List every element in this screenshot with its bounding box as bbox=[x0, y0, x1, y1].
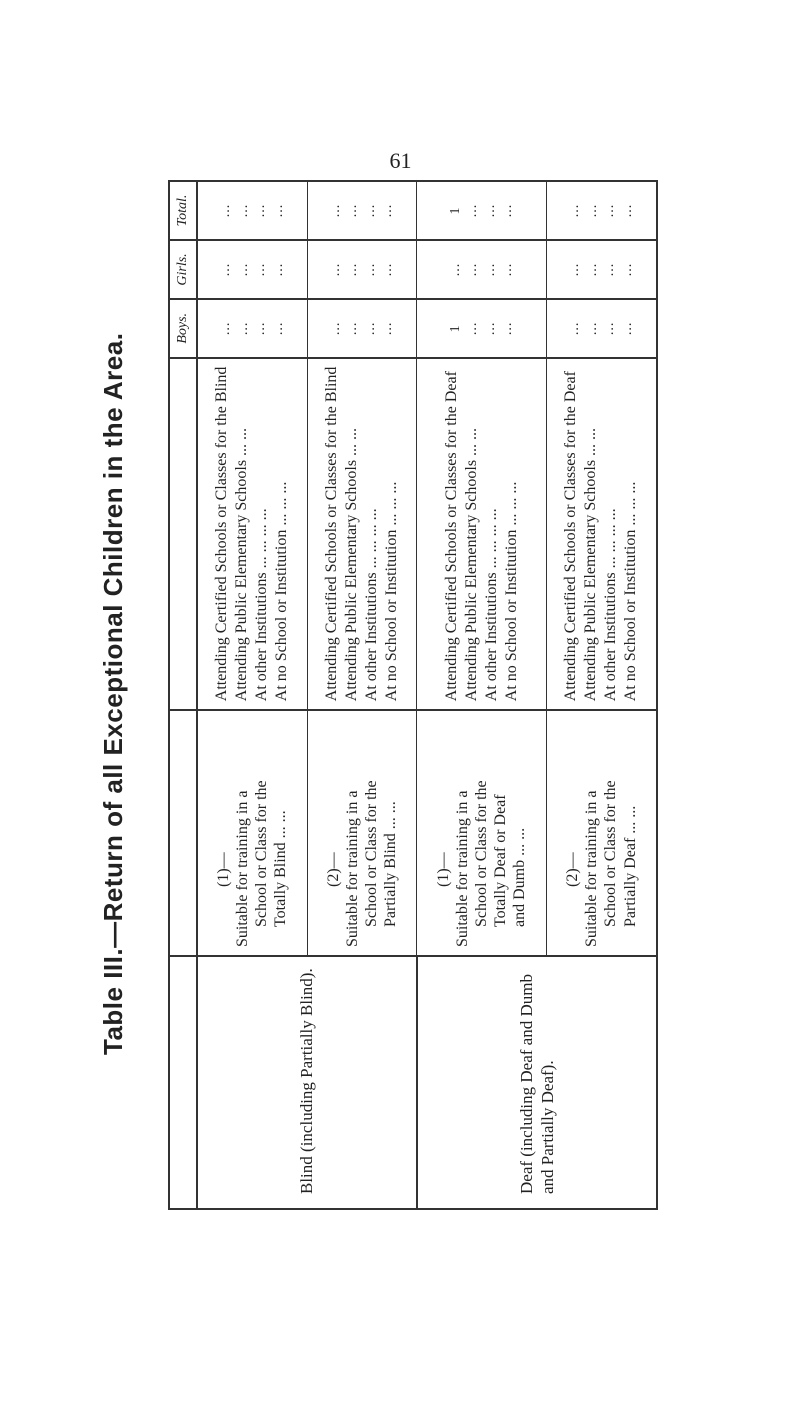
suitable-line: Suitable for training in a bbox=[233, 790, 251, 947]
suitable-line: Totally Deaf or Deaf bbox=[492, 794, 510, 927]
girls-value: ... bbox=[345, 262, 361, 277]
girls-value: ... bbox=[270, 262, 286, 277]
attendance-label: At no School or Institution ... ... ... bbox=[273, 481, 290, 702]
girls-value: ... bbox=[500, 262, 516, 277]
boys-column-cell bbox=[197, 299, 308, 358]
girls-value: ... bbox=[584, 262, 600, 277]
suitable-description bbox=[307, 710, 417, 956]
boys-column-cell bbox=[546, 299, 657, 358]
attendance-label: Attending Certified Schools or Classes for the Blind bbox=[213, 366, 230, 702]
total-value: ... bbox=[362, 203, 378, 218]
total-value: ... bbox=[235, 203, 251, 218]
suitable-line: Suitable for training in a bbox=[343, 790, 361, 947]
boys-value: ... bbox=[619, 321, 635, 336]
girls-value: ... bbox=[327, 262, 343, 277]
boys-value: ... bbox=[345, 321, 361, 336]
girls-value: ... bbox=[619, 262, 635, 277]
boys-value: ... bbox=[270, 321, 286, 336]
table-title: Table III.—Return of all Exceptional Children in the Area. bbox=[98, 332, 128, 1055]
table-row bbox=[417, 181, 547, 1209]
boys-column-cell bbox=[417, 299, 547, 358]
girls-value: ... bbox=[362, 262, 378, 277]
total-value: ... bbox=[345, 203, 361, 218]
girls-value: ... bbox=[235, 262, 251, 277]
boys-value: ... bbox=[602, 321, 618, 336]
boys-value: ... bbox=[584, 321, 600, 336]
attendance-label: Attending Public Elementary Schools ... ... bbox=[342, 427, 360, 702]
boys-value: ... bbox=[500, 321, 516, 336]
attendance-label: At other Institutions ... ... ... ... bbox=[482, 508, 500, 702]
boys-value: ... bbox=[362, 321, 378, 336]
suitable-line: and Dumb ... ... bbox=[511, 827, 529, 927]
header-blank-suitable bbox=[169, 710, 197, 956]
attendance-label: Attending Public Elementary Schools ... ... bbox=[582, 427, 600, 702]
girls-value: ... bbox=[218, 262, 233, 277]
suitable-line: Partially Blind ... ... bbox=[382, 801, 400, 927]
attendance-label: At no School or Institution ... ... ... bbox=[622, 481, 640, 702]
girls-value: ... bbox=[567, 262, 583, 277]
total-value: ... bbox=[602, 203, 618, 218]
boys-value: ... bbox=[380, 321, 396, 336]
boys-value: ... bbox=[465, 321, 481, 336]
total-column-cell bbox=[546, 181, 657, 240]
attendance-list bbox=[307, 358, 417, 711]
suitable-description bbox=[417, 710, 547, 956]
table-body bbox=[197, 181, 658, 1209]
total-value: ... bbox=[500, 203, 516, 218]
suitable-line: Totally Blind ... ... bbox=[272, 810, 290, 927]
group-heading: (2)— bbox=[324, 852, 342, 887]
table-container bbox=[168, 180, 658, 1210]
total-value: ... bbox=[218, 203, 233, 218]
suitable-line: Suitable for training in a bbox=[453, 790, 471, 947]
girls-value: ... bbox=[380, 262, 396, 277]
total-value: ... bbox=[482, 203, 498, 218]
header-boys: Boys. bbox=[169, 299, 197, 358]
boys-value: ... bbox=[218, 321, 233, 336]
suitable-line: School or Class for the bbox=[253, 780, 270, 927]
attendance-label: At other Institutions ... ... ... ... bbox=[362, 508, 380, 702]
total-value: ... bbox=[270, 203, 286, 218]
total-value: ... bbox=[380, 203, 396, 218]
attendance-label: Attending Public Elementary Schools ... ... bbox=[462, 427, 480, 702]
girls-column-cell bbox=[417, 240, 547, 299]
girls-column-cell bbox=[197, 240, 308, 299]
header-total: Total. bbox=[169, 181, 197, 240]
boys-column-cell bbox=[307, 299, 417, 358]
girls-column-cell bbox=[546, 240, 657, 299]
girls-value: ... bbox=[482, 262, 498, 277]
girls-column-cell bbox=[307, 240, 417, 299]
total-column-cell bbox=[307, 181, 417, 240]
total-value: 1 bbox=[447, 206, 463, 215]
suitable-description bbox=[546, 710, 657, 956]
attendance-label: At no School or Institution ... ... ... bbox=[382, 481, 400, 702]
attendance-label: At other Institutions ... ... ... ... bbox=[253, 508, 270, 702]
suitable-line: Suitable for training in a bbox=[583, 790, 601, 947]
attendance-list bbox=[197, 358, 308, 711]
header-girls: Girls. bbox=[169, 240, 197, 299]
total-value: ... bbox=[567, 203, 583, 218]
suitable-line: Partially Deaf ... ... bbox=[621, 805, 639, 927]
girls-value: ... bbox=[447, 262, 463, 277]
attendance-label: Attending Public Elementary Schools ... ... bbox=[233, 427, 250, 702]
boys-value: ... bbox=[327, 321, 343, 336]
total-value: ... bbox=[253, 203, 268, 218]
exceptional-children-table bbox=[168, 180, 658, 1210]
girls-value: ... bbox=[253, 262, 268, 277]
boys-value: 1 bbox=[447, 324, 463, 333]
attendance-label: Attending Certified Schools or Classes for the Deaf bbox=[562, 371, 580, 702]
table-row bbox=[197, 181, 308, 1209]
page-number: 61 bbox=[389, 148, 412, 173]
total-column-cell bbox=[197, 181, 308, 240]
suitable-description bbox=[197, 710, 308, 956]
total-value: ... bbox=[465, 203, 481, 218]
attendance-label: At other Institutions ... ... ... ... bbox=[602, 508, 620, 702]
header-blank-category bbox=[169, 956, 197, 1209]
suitable-line: School or Class for the bbox=[362, 780, 380, 927]
attendance-label: Attending Certified Schools or Classes for the Blind bbox=[322, 366, 340, 702]
attendance-label: At no School or Institution ... ... ... bbox=[502, 481, 520, 702]
total-value: ... bbox=[327, 203, 343, 218]
attendance-list bbox=[417, 358, 547, 711]
header-row bbox=[169, 181, 197, 1209]
total-value: ... bbox=[619, 203, 635, 218]
group-heading: (2)— bbox=[564, 852, 582, 887]
category-label: Blind (including Partially Blind). bbox=[197, 956, 417, 1209]
boys-value: ... bbox=[567, 321, 583, 336]
group-heading: (1)— bbox=[434, 852, 452, 887]
total-column-cell bbox=[417, 181, 547, 240]
suitable-line: School or Class for the bbox=[473, 780, 491, 927]
boys-value: ... bbox=[253, 321, 268, 336]
boys-value: ... bbox=[482, 321, 498, 336]
header-blank-attending bbox=[169, 358, 197, 711]
girls-value: ... bbox=[602, 262, 618, 277]
attendance-list bbox=[546, 358, 657, 711]
boys-value: ... bbox=[235, 321, 251, 336]
girls-value: ... bbox=[465, 262, 481, 277]
total-value: ... bbox=[584, 203, 600, 218]
category-label: Deaf (including Deaf and Dumb and Partially Deaf). bbox=[417, 956, 657, 1209]
group-heading: (1)— bbox=[214, 852, 232, 887]
suitable-line: School or Class for the bbox=[602, 780, 620, 927]
attendance-label: Attending Certified Schools or Classes for the Deaf bbox=[442, 371, 460, 702]
